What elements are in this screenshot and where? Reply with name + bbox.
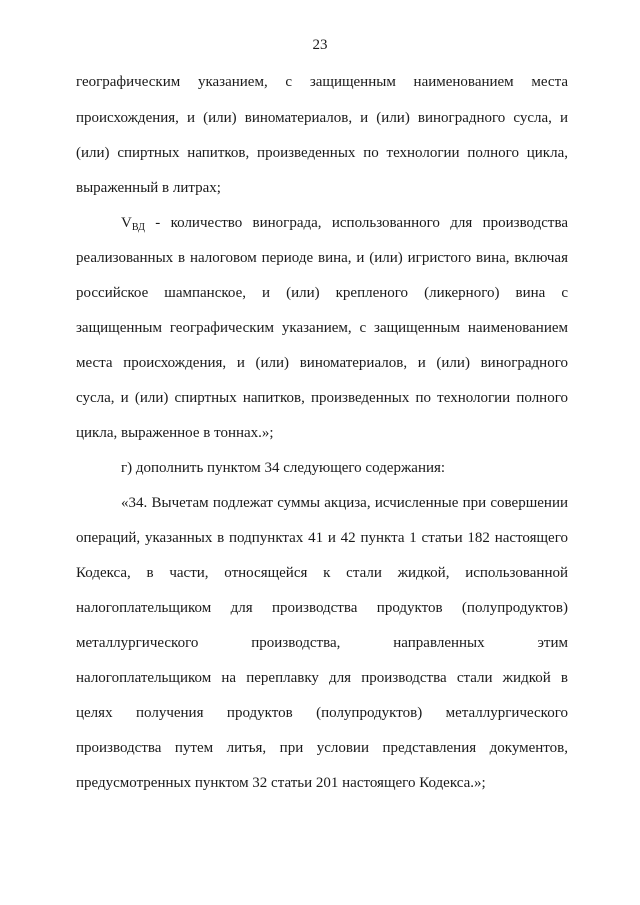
- definition-line: [121, 213, 568, 238]
- text-line: цикла, выраженное в тоннах.»;: [76, 425, 274, 441]
- text-line: «34. Вычетам подлежат суммы акциза, исчисленные при совершении: [121, 495, 568, 511]
- text-line: металлургического производства, направленных этим: [76, 635, 568, 651]
- text-line: предусмотренных пунктом 32 статьи 201 настоящего Кодекса.»;: [76, 775, 486, 791]
- text-line: операций, указанных в подпунктах 41 и 42 пункта 1 статьи 182 настоящего: [76, 530, 568, 546]
- text-line: производства путем литья, при условии представления документов,: [76, 740, 568, 756]
- text-line: места происхождения, и (или) виноматериалов, и (или) виноградного: [76, 355, 568, 371]
- text-line: Кодекса, в части, относящейся к стали жидкой, использованной: [76, 565, 568, 581]
- text-line: налогоплательщиком на переплавку для производства стали жидкой в: [76, 670, 568, 686]
- text-line: сусла, и (или) спиртных напитков, произведенных по технологии полного: [76, 390, 568, 406]
- page-number: 23: [312, 37, 328, 53]
- formula-symbol: $V_{ВД}$: [121, 215, 145, 233]
- text-line: географическим указанием, с защищенным наименованием места: [76, 74, 568, 90]
- text-line: выраженный в литрах;: [76, 180, 221, 196]
- formula-subscript: ВД: [131, 222, 145, 233]
- text-line: г) дополнить пунктом 34 следующего содержания:: [121, 460, 446, 476]
- text-line: налогоплательщиком для производства продуктов (полупродуктов): [76, 600, 568, 616]
- definition-text: - количество винограда, использованного для производства: [144, 215, 568, 231]
- text-line: реализованных в налоговом периоде вина, и (или) игристого вина, включая: [76, 250, 568, 266]
- text-line: защищенным географическим указанием, с защищенным наименованием: [76, 320, 568, 336]
- text-line: (или) спиртных напитков, произведенных по технологии полного цикла,: [76, 145, 568, 161]
- text-line: российское шампанское, и (или) крепленого (ликерного) вина с: [76, 285, 568, 301]
- text-line: происхождения, и (или) виноматериалов, и (или) виноградного сусла, и: [76, 110, 568, 126]
- text-line: целях получения продуктов (полупродуктов) металлургического: [76, 705, 568, 721]
